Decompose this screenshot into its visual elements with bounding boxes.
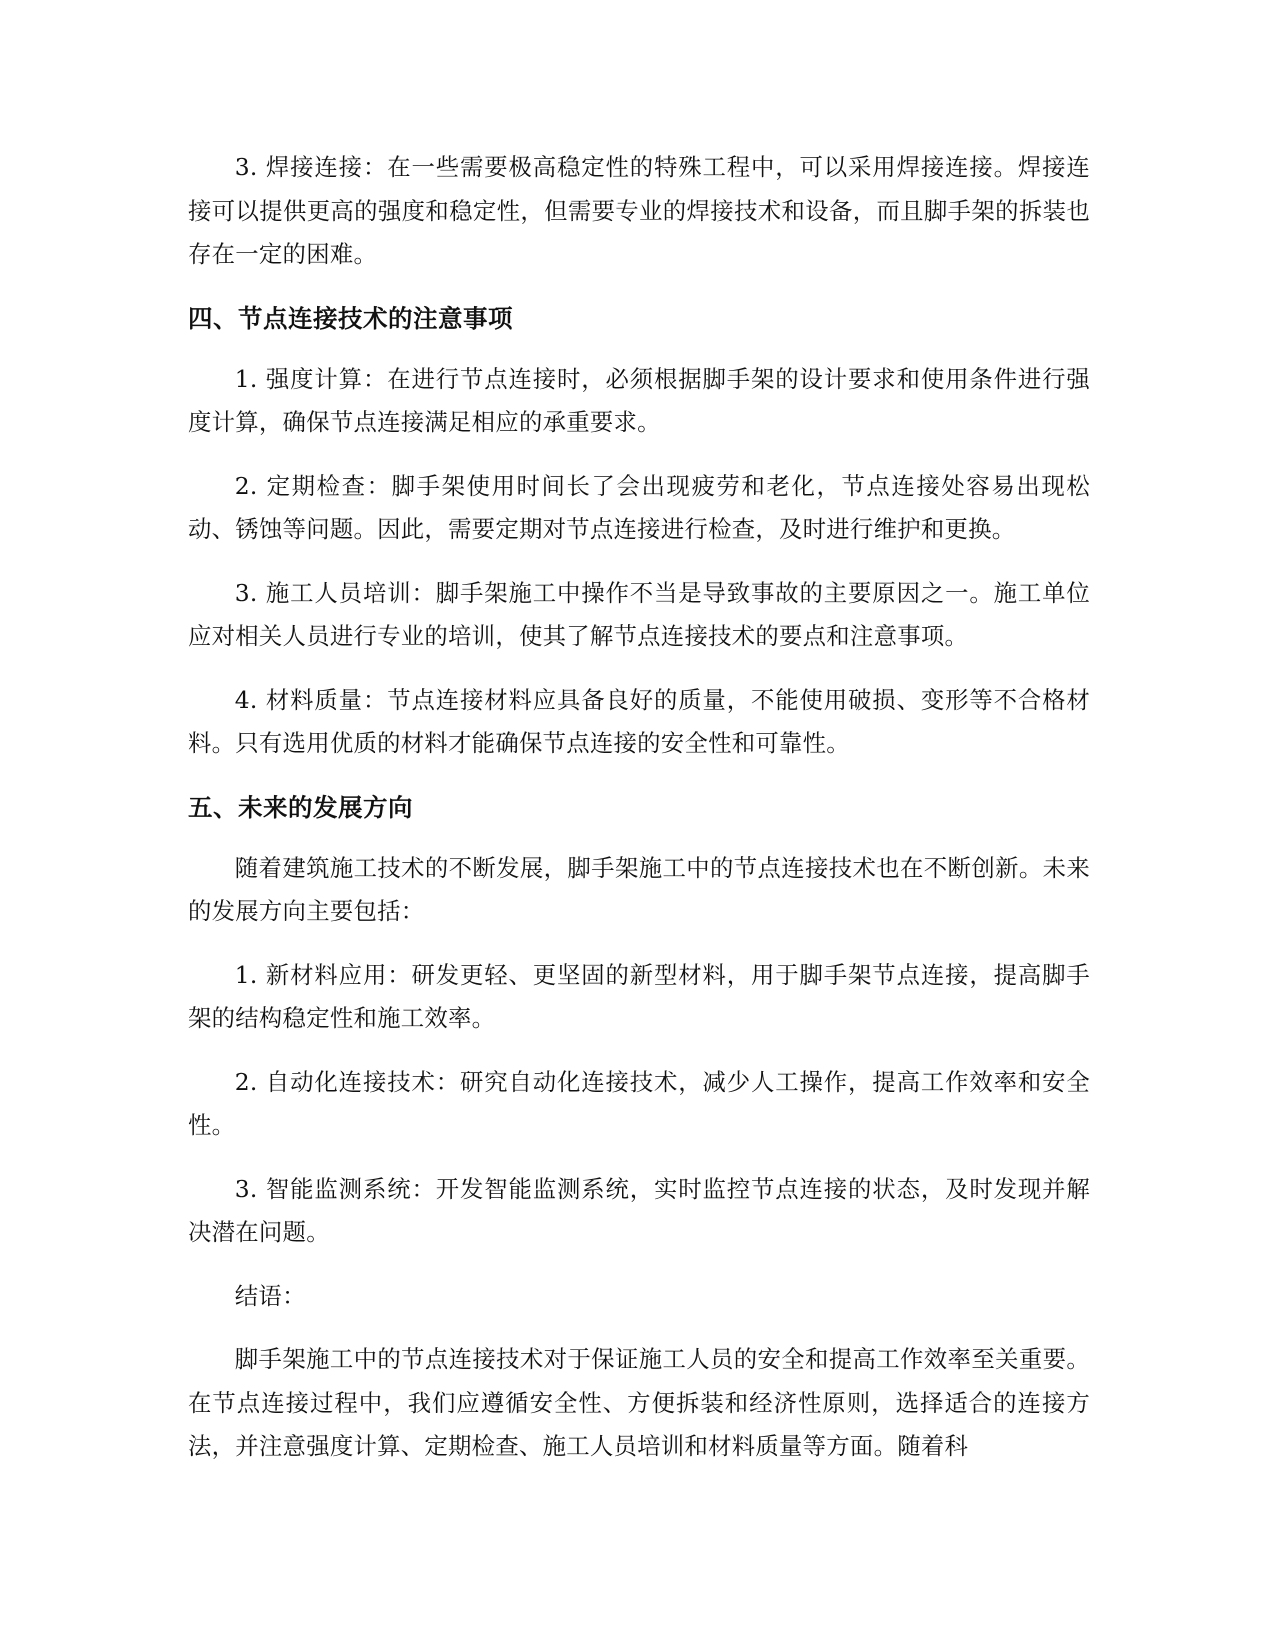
- new-materials-paragraph: 1. 新材料应用：研发更轻、更坚固的新型材料，用于脚手架节点连接，提高脚手架的结构稳定性和施工效率。: [188, 960, 1090, 1032]
- section-4-heading: 四、节点连接技术的注意事项: [188, 303, 513, 333]
- conclusion-label-paragraph: 结语：: [234, 1281, 306, 1310]
- smart-monitoring-paragraph: 3. 智能监测系统：开发智能监测系统，实时监控节点连接的状态，及时发现并解决潜在问题。: [188, 1174, 1090, 1246]
- material-quality-paragraph: 4. 材料质量：节点连接材料应具备良好的质量，不能使用破损、变形等不合格材料。只有选用优质的材料才能确保节点连接的安全性和可靠性。: [188, 685, 1090, 757]
- regular-inspection-paragraph: 2. 定期检查：脚手架使用时间长了会出现疲劳和老化，节点连接处容易出现松动、锈蚀等问题。因此，需要定期对节点连接进行检查，及时进行维护和更换。: [188, 471, 1090, 543]
- section-5-heading: 五、未来的发展方向: [188, 792, 413, 822]
- future-intro-paragraph: 随着建筑施工技术的不断发展，脚手架施工中的节点连接技术也在不断创新。未来的发展方向主要包括：: [188, 853, 1090, 925]
- document-body: [188, 146, 1090, 1489]
- conclusion-paragraph: 脚手架施工中的节点连接技术对于保证施工人员的安全和提高工作效率至关重要。在节点连接过程中，我们应遵循安全性、方便拆装和经济性原则，选择适合的连接方法，并注意强度计算、定期检查、施工人员培训和材料质量等方面。随着科: [188, 1345, 1090, 1460]
- strength-calculation-paragraph: 1. 强度计算：在进行节点连接时，必须根据脚手架的设计要求和使用条件进行强度计算，确保节点连接满足相应的承重要求。: [188, 364, 1090, 436]
- welding-connection-paragraph: 3. 焊接连接：在一些需要极高稳定性的特殊工程中，可以采用焊接连接。焊接连接可以提供更高的强度和稳定性，但需要专业的焊接技术和设备，而且脚手架的拆装也存在一定的困难。: [188, 153, 1090, 268]
- automation-paragraph: 2. 自动化连接技术：研究自动化连接技术，减少人工操作，提高工作效率和安全性。: [188, 1067, 1090, 1139]
- worker-training-paragraph: 3. 施工人员培训：脚手架施工中操作不当是导致事故的主要原因之一。施工单位应对相关人员进行专业的培训，使其了解节点连接技术的要点和注意事项。: [188, 578, 1090, 650]
